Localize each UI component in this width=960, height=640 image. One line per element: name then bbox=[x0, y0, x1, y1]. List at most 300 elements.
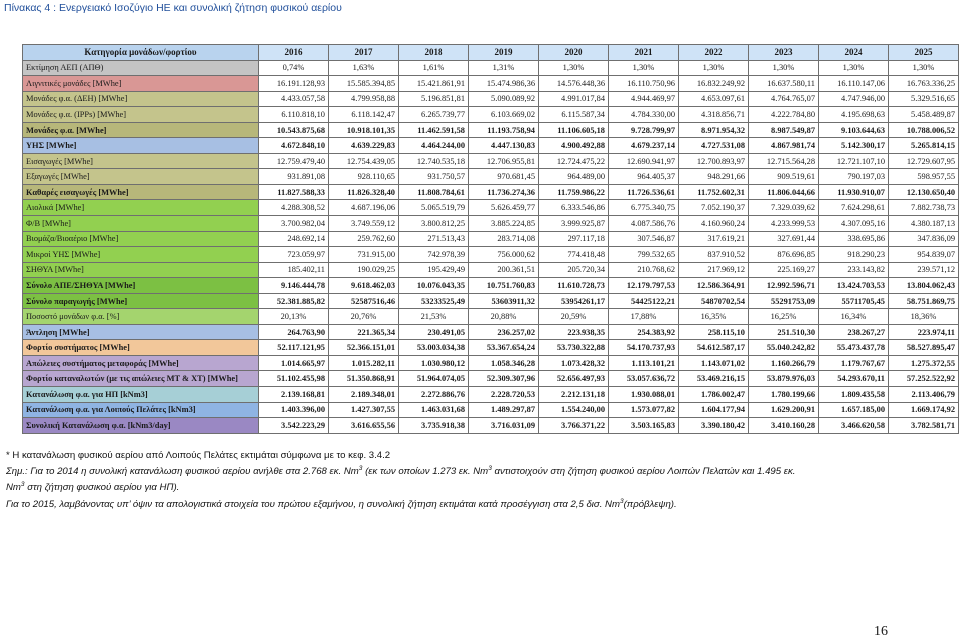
table-cell: 1.113.101,21 bbox=[609, 355, 679, 371]
table-cell: 1,63% bbox=[329, 60, 399, 76]
table-cell: 251.510,30 bbox=[749, 324, 819, 340]
table-cell: 3.800.812,25 bbox=[399, 216, 469, 232]
table-cell: 12.724.475,22 bbox=[539, 153, 609, 169]
row-label: Κατανάλωση φ.α. για ΗΠ [kNm3] bbox=[23, 387, 259, 403]
table-cell: 9.103.644,63 bbox=[819, 122, 889, 138]
table-cell: 1.809.435,58 bbox=[819, 387, 889, 403]
table-cell: 12.715.564,28 bbox=[749, 153, 819, 169]
table-cell: 1.160.266,79 bbox=[749, 355, 819, 371]
table-cell: 964.405,37 bbox=[609, 169, 679, 185]
table-cell: 221.365,34 bbox=[329, 324, 399, 340]
table-cell: 51.964.074,05 bbox=[399, 371, 469, 387]
header-year: 2025 bbox=[889, 45, 959, 61]
table-cell: 4.380.187,13 bbox=[889, 216, 959, 232]
table-cell: 4.307.095,16 bbox=[819, 216, 889, 232]
table-row bbox=[23, 355, 959, 371]
table-cell: 1.930.088,01 bbox=[609, 387, 679, 403]
table-cell: 230.491,05 bbox=[399, 324, 469, 340]
table-cell: 1.463.031,68 bbox=[399, 402, 469, 418]
table-cell: 16,35% bbox=[679, 309, 749, 325]
table-cell: 258.115,10 bbox=[679, 324, 749, 340]
row-label: Ποσοστό μονάδων φ.α. [%] bbox=[23, 309, 259, 325]
row-label: Λιγνιτικές μονάδες [MWhe] bbox=[23, 76, 259, 92]
table-cell: 16,25% bbox=[749, 309, 819, 325]
table-body bbox=[23, 60, 959, 433]
note-text: (εκ των οποίων 1.273 εκ. Nm bbox=[362, 466, 489, 478]
table-cell: 239.571,12 bbox=[889, 262, 959, 278]
table-cell: 223.938,35 bbox=[539, 324, 609, 340]
table-cell: 3.410.160,28 bbox=[749, 418, 819, 434]
table-cell: 11.610.728,73 bbox=[539, 278, 609, 294]
table-cell: 4.991.017,84 bbox=[539, 91, 609, 107]
row-label: Εκτίμηση ΑΕΠ (ΑΠΘ) bbox=[23, 60, 259, 76]
table-cell: 3.999.925,87 bbox=[539, 216, 609, 232]
table-cell: 205.720,34 bbox=[539, 262, 609, 278]
table-cell: 1.657.185,00 bbox=[819, 402, 889, 418]
table-cell: 790.197,03 bbox=[819, 169, 889, 185]
table-cell: 12.179.797,53 bbox=[609, 278, 679, 294]
table-cell: 731.915,00 bbox=[329, 247, 399, 263]
table-row bbox=[23, 262, 959, 278]
energy-balance-table bbox=[22, 44, 959, 434]
table-cell: 12.992.596,71 bbox=[749, 278, 819, 294]
table-cell: 598.957,55 bbox=[889, 169, 959, 185]
table-row bbox=[23, 169, 959, 185]
table-cell: 5.142.300,17 bbox=[819, 138, 889, 154]
row-label: Εισαγωγές [MWhe] bbox=[23, 153, 259, 169]
row-label: Καθαρές εισαγωγές [MWhe] bbox=[23, 184, 259, 200]
table-cell: 52.309.307,96 bbox=[469, 371, 539, 387]
table-cell: 4.087.586,76 bbox=[609, 216, 679, 232]
table-cell: 4.784.330,00 bbox=[609, 107, 679, 123]
header-year: 2024 bbox=[819, 45, 889, 61]
table-cell: 3.503.165,83 bbox=[609, 418, 679, 434]
row-label: Φορτίο καταναλωτών (με τις απώλειες ΜΤ & ΧΤ) [MWhe] bbox=[23, 371, 259, 387]
table-row bbox=[23, 247, 959, 263]
table-cell: 52.117.121,95 bbox=[259, 340, 329, 356]
table-row bbox=[23, 91, 959, 107]
table-cell: 185.402,11 bbox=[259, 262, 329, 278]
table-cell: 0,74% bbox=[259, 60, 329, 76]
table-cell: 248.692,14 bbox=[259, 231, 329, 247]
table-cell: 1.403.396,00 bbox=[259, 402, 329, 418]
table-cell: 55.473.437,78 bbox=[819, 340, 889, 356]
table-cell: 254.383,92 bbox=[609, 324, 679, 340]
table-cell: 53.469.216,15 bbox=[679, 371, 749, 387]
table-cell: 233.143,82 bbox=[819, 262, 889, 278]
table-cell: 3.542.223,29 bbox=[259, 418, 329, 434]
table-cell: 3.716.031,09 bbox=[469, 418, 539, 434]
table-cell: 55.040.242,82 bbox=[749, 340, 819, 356]
table-cell: 17,88% bbox=[609, 309, 679, 325]
table-header-row bbox=[23, 45, 959, 61]
table-cell: 7.052.190,37 bbox=[679, 200, 749, 216]
table-cell: 16.637.580,11 bbox=[749, 76, 819, 92]
table-cell: 2.189.348,01 bbox=[329, 387, 399, 403]
table-cell: 12.586.364,91 bbox=[679, 278, 749, 294]
table-cell: 954.839,07 bbox=[889, 247, 959, 263]
superscript: 3 bbox=[20, 481, 25, 489]
table-cell: 909.519,61 bbox=[749, 169, 819, 185]
table-cell: 4.799.958,88 bbox=[329, 91, 399, 107]
table-cell: 918.290,23 bbox=[819, 247, 889, 263]
table-cell: 338.695,86 bbox=[819, 231, 889, 247]
table-cell: 4.867.981,74 bbox=[749, 138, 819, 154]
header-year: 2016 bbox=[259, 45, 329, 61]
table-cell: 347.836,09 bbox=[889, 231, 959, 247]
table-row bbox=[23, 309, 959, 325]
table-cell: 2.139.168,81 bbox=[259, 387, 329, 403]
table-cell: 1.554.240,00 bbox=[539, 402, 609, 418]
table-caption: Πίνακας 4 : Ενεργειακό Ισοζύγιο ΗΕ και συνολική ζήτηση φυσικού αερίου bbox=[4, 2, 342, 14]
table-cell: 4.160.960,24 bbox=[679, 216, 749, 232]
table-cell: 53.057.636,72 bbox=[609, 371, 679, 387]
table-cell: 9.618.462,03 bbox=[329, 278, 399, 294]
table-cell: 7.624.298,61 bbox=[819, 200, 889, 216]
table-cell: 5.626.459,77 bbox=[469, 200, 539, 216]
table-cell: 11.808.784,61 bbox=[399, 184, 469, 200]
table-cell: 11.826.328,40 bbox=[329, 184, 399, 200]
table-cell: 6.775.340,75 bbox=[609, 200, 679, 216]
table-cell: 11.752.602,31 bbox=[679, 184, 749, 200]
table-cell: 1.058.346,28 bbox=[469, 355, 539, 371]
table-cell: 931.891,08 bbox=[259, 169, 329, 185]
table-cell: 3.749.559,12 bbox=[329, 216, 399, 232]
table-cell: 53603911,32 bbox=[469, 293, 539, 309]
row-label: Άντληση [MWhe] bbox=[23, 324, 259, 340]
table-cell: 11.806.044,66 bbox=[749, 184, 819, 200]
table-cell: 3.700.982,04 bbox=[259, 216, 329, 232]
table-cell: 225.169,27 bbox=[749, 262, 819, 278]
table-cell: 57.252.522,92 bbox=[889, 371, 959, 387]
table-cell: 13.424.703,53 bbox=[819, 278, 889, 294]
table-cell: 5.090.089,92 bbox=[469, 91, 539, 107]
table-cell: 1.573.077,82 bbox=[609, 402, 679, 418]
header-year: 2017 bbox=[329, 45, 399, 61]
table-cell: 20,59% bbox=[539, 309, 609, 325]
row-label: Μονάδες φ.α. [MWhe] bbox=[23, 122, 259, 138]
superscript: 3 bbox=[358, 465, 363, 473]
table-cell: 6.118.142,47 bbox=[329, 107, 399, 123]
table-cell: 12.729.607,95 bbox=[889, 153, 959, 169]
table-cell: 53.879.976,03 bbox=[749, 371, 819, 387]
table-row bbox=[23, 153, 959, 169]
table-cell: 11.736.274,36 bbox=[469, 184, 539, 200]
table-cell: 1.780.199,66 bbox=[749, 387, 819, 403]
table-cell: 236.257,02 bbox=[469, 324, 539, 340]
table-cell: 4.900.492,88 bbox=[539, 138, 609, 154]
table-row bbox=[23, 200, 959, 216]
table-cell: 5.458.489,87 bbox=[889, 107, 959, 123]
table-cell: 3.466.620,58 bbox=[819, 418, 889, 434]
table-row bbox=[23, 293, 959, 309]
note-text: αντιστοιχούν στη ζήτηση φυσικού αερίου Λοιπών Πελατών και 1.495 εκ. bbox=[491, 466, 796, 478]
note-line-2 bbox=[6, 462, 956, 478]
table-cell: 10.751.760,83 bbox=[469, 278, 539, 294]
table-cell: 1.179.767,67 bbox=[819, 355, 889, 371]
table-cell: 1.629.200,91 bbox=[749, 402, 819, 418]
table-cell: 10.918.101,35 bbox=[329, 122, 399, 138]
table-cell: 52.656.497,93 bbox=[539, 371, 609, 387]
table-cell: 3.782.581,71 bbox=[889, 418, 959, 434]
header-year: 2020 bbox=[539, 45, 609, 61]
table-cell: 1,30% bbox=[539, 60, 609, 76]
table-cell: 4.672.848,10 bbox=[259, 138, 329, 154]
row-label: Σύνολο ΑΠΕ/ΣΗΘΥΑ [MWhe] bbox=[23, 278, 259, 294]
table-cell: 1,30% bbox=[749, 60, 819, 76]
note-text: Σημ.: Για το 2014 η συνολική κατανάλωση φυσικού αερίου ανήλθε στα 2.768 εκ. Nm bbox=[6, 466, 359, 478]
table-cell: 12.130.650,40 bbox=[889, 184, 959, 200]
note-line-4 bbox=[6, 495, 956, 511]
row-label: Μικροί ΥΗΣ [MWhe] bbox=[23, 247, 259, 263]
row-label: Εξαγωγές [MWhe] bbox=[23, 169, 259, 185]
table-cell: 774.418,48 bbox=[539, 247, 609, 263]
table-cell: 6.110.818,10 bbox=[259, 107, 329, 123]
table-cell: 12.706.955,81 bbox=[469, 153, 539, 169]
table-cell: 1.143.071,02 bbox=[679, 355, 749, 371]
table-row bbox=[23, 231, 959, 247]
table-cell: 2.272.886,76 bbox=[399, 387, 469, 403]
table-row bbox=[23, 107, 959, 123]
table-cell: 7.329.039,62 bbox=[749, 200, 819, 216]
table-cell: 3.390.180,42 bbox=[679, 418, 749, 434]
row-label: Σύνολο παραγωγής [MWhe] bbox=[23, 293, 259, 309]
table-cell: 1.015.282,11 bbox=[329, 355, 399, 371]
table-cell: 223.974,11 bbox=[889, 324, 959, 340]
table-cell: 6.333.546,86 bbox=[539, 200, 609, 216]
table-cell: 4.727.531,08 bbox=[679, 138, 749, 154]
table-cell: 210.768,62 bbox=[609, 262, 679, 278]
table-cell: 52.366.151,01 bbox=[329, 340, 399, 356]
table-cell: 4.679.237,14 bbox=[609, 138, 679, 154]
table-cell: 5.196.851,81 bbox=[399, 91, 469, 107]
table-cell: 55291753,09 bbox=[749, 293, 819, 309]
table-row bbox=[23, 324, 959, 340]
header-year: 2018 bbox=[399, 45, 469, 61]
table-cell: 2.212.131,18 bbox=[539, 387, 609, 403]
note-line-3 bbox=[6, 478, 956, 494]
row-label: Φ/Β [MWhe] bbox=[23, 216, 259, 232]
table-cell: 54425122,21 bbox=[609, 293, 679, 309]
table-cell: 1,30% bbox=[889, 60, 959, 76]
header-category: Κατηγορία μονάδων/φορτίου bbox=[23, 45, 259, 61]
table-cell: 1.073.428,32 bbox=[539, 355, 609, 371]
superscript: 3 bbox=[488, 465, 492, 473]
note-text: Nm bbox=[6, 482, 21, 494]
table-cell: 13.804.062,43 bbox=[889, 278, 959, 294]
table-cell: 7.882.738,73 bbox=[889, 200, 959, 216]
table-cell: 2.228.720,53 bbox=[469, 387, 539, 403]
table-cell: 723.059,97 bbox=[259, 247, 329, 263]
row-label: Συνολική Κατανάλωση φ.α. [kNm3/day] bbox=[23, 418, 259, 434]
table-cell: 5.265.814,15 bbox=[889, 138, 959, 154]
table-row bbox=[23, 418, 959, 434]
note-text: * Η κατανάλωση φυσικού αερίου από Λοιπούς Πελάτες εκτιμάται σύμφωνα με το κεφ. 3.4.2 bbox=[6, 450, 391, 461]
table-cell: 6.103.669,02 bbox=[469, 107, 539, 123]
table-cell: 16.763.336,25 bbox=[889, 76, 959, 92]
table-cell: 53.730.322,88 bbox=[539, 340, 609, 356]
table-cell: 54870702,54 bbox=[679, 293, 749, 309]
table-row bbox=[23, 402, 959, 418]
table-cell: 52.381.885,82 bbox=[259, 293, 329, 309]
table-cell: 11.193.758,94 bbox=[469, 122, 539, 138]
table-cell: 264.763,90 bbox=[259, 324, 329, 340]
row-label: ΣΗΘΥΑ [MWhe] bbox=[23, 262, 259, 278]
table-cell: 12.700.893,97 bbox=[679, 153, 749, 169]
table-cell: 4.687.196,06 bbox=[329, 200, 399, 216]
table-cell: 6.115.587,34 bbox=[539, 107, 609, 123]
table-cell: 756.000,62 bbox=[469, 247, 539, 263]
table-row bbox=[23, 138, 959, 154]
table-cell: 58.751.869,75 bbox=[889, 293, 959, 309]
table-cell: 10.788.006,52 bbox=[889, 122, 959, 138]
table-cell: 1.014.665,97 bbox=[259, 355, 329, 371]
table-cell: 5.329.516,65 bbox=[889, 91, 959, 107]
table-cell: 4.944.469,97 bbox=[609, 91, 679, 107]
table-cell: 20,13% bbox=[259, 309, 329, 325]
table-cell: 12.759.479,40 bbox=[259, 153, 329, 169]
table-cell: 1.669.174,92 bbox=[889, 402, 959, 418]
table-cell: 1.275.372,55 bbox=[889, 355, 959, 371]
table-row bbox=[23, 387, 959, 403]
table-cell: 15.585.394,85 bbox=[329, 76, 399, 92]
table-cell: 52587516,46 bbox=[329, 293, 399, 309]
table-cell: 20,88% bbox=[469, 309, 539, 325]
table-cell: 51.350.868,91 bbox=[329, 371, 399, 387]
table-cell: 9.146.444,78 bbox=[259, 278, 329, 294]
header-year: 2022 bbox=[679, 45, 749, 61]
table-cell: 4.318.856,71 bbox=[679, 107, 749, 123]
table-cell: 8.971.954,32 bbox=[679, 122, 749, 138]
table-cell: 14.576.448,36 bbox=[539, 76, 609, 92]
table-cell: 1.604.177,94 bbox=[679, 402, 749, 418]
page-number: 16 bbox=[874, 624, 888, 639]
table-cell: 931.750,57 bbox=[399, 169, 469, 185]
table-cell: 53954261,17 bbox=[539, 293, 609, 309]
table-cell: 271.513,43 bbox=[399, 231, 469, 247]
table-cell: 16.191.128,93 bbox=[259, 76, 329, 92]
table-cell: 18,36% bbox=[889, 309, 959, 325]
note-text: (πρόβλεψη). bbox=[623, 498, 677, 510]
table-cell: 4.222.784,80 bbox=[749, 107, 819, 123]
table-cell: 15.474.986,36 bbox=[469, 76, 539, 92]
table-cell: 259.762,60 bbox=[329, 231, 399, 247]
table-cell: 12.740.535,18 bbox=[399, 153, 469, 169]
table-cell: 3.735.918,38 bbox=[399, 418, 469, 434]
table-row bbox=[23, 216, 959, 232]
superscript: 3 bbox=[619, 497, 624, 505]
row-label: Απώλειες συστήματος μεταφοράς [MWhe] bbox=[23, 355, 259, 371]
table-cell: 11.930.910,07 bbox=[819, 184, 889, 200]
table-cell: 54.612.587,17 bbox=[679, 340, 749, 356]
row-label: Φορτίο συστήματος [MWhe] bbox=[23, 340, 259, 356]
table-row bbox=[23, 122, 959, 138]
table-cell: 10.076.043,35 bbox=[399, 278, 469, 294]
table-cell: 742.978,39 bbox=[399, 247, 469, 263]
table-cell: 1,61% bbox=[399, 60, 469, 76]
table-cell: 53.367.654,24 bbox=[469, 340, 539, 356]
table-cell: 6.265.739,77 bbox=[399, 107, 469, 123]
table-cell: 12.754.439,05 bbox=[329, 153, 399, 169]
table-cell: 1,30% bbox=[679, 60, 749, 76]
table-cell: 1,31% bbox=[469, 60, 539, 76]
table-cell: 54.293.670,11 bbox=[819, 371, 889, 387]
table-cell: 11.759.986,22 bbox=[539, 184, 609, 200]
table-cell: 4.464.244,00 bbox=[399, 138, 469, 154]
table-cell: 1,30% bbox=[609, 60, 679, 76]
table-row bbox=[23, 278, 959, 294]
table-cell: 307.546,87 bbox=[609, 231, 679, 247]
table-cell: 317.619,21 bbox=[679, 231, 749, 247]
table-cell: 12.721.107,10 bbox=[819, 153, 889, 169]
table-cell: 53233525,49 bbox=[399, 293, 469, 309]
table-cell: 11.462.591,58 bbox=[399, 122, 469, 138]
row-label: Αιολικά [MWhe] bbox=[23, 200, 259, 216]
table-cell: 55711705,45 bbox=[819, 293, 889, 309]
table-cell: 4.447.130,83 bbox=[469, 138, 539, 154]
table-cell: 10.543.875,68 bbox=[259, 122, 329, 138]
table-cell: 283.714,08 bbox=[469, 231, 539, 247]
table-cell: 4.639.229,83 bbox=[329, 138, 399, 154]
table-cell: 4.233.999,53 bbox=[749, 216, 819, 232]
table-cell: 1.489.297,87 bbox=[469, 402, 539, 418]
table-cell: 799.532,65 bbox=[609, 247, 679, 263]
header-year: 2019 bbox=[469, 45, 539, 61]
table-cell: 837.910,52 bbox=[679, 247, 749, 263]
table-cell: 190.029,25 bbox=[329, 262, 399, 278]
table-cell: 5.065.519,79 bbox=[399, 200, 469, 216]
table-row bbox=[23, 184, 959, 200]
header-year: 2021 bbox=[609, 45, 679, 61]
table-cell: 16,34% bbox=[819, 309, 889, 325]
row-label: Βιομάζα/Βιοαέριο [MWhe] bbox=[23, 231, 259, 247]
table-cell: 9.728.799,97 bbox=[609, 122, 679, 138]
table-cell: 4.653.097,61 bbox=[679, 91, 749, 107]
table-cell: 11.106.605,18 bbox=[539, 122, 609, 138]
table-cell: 11.827.588,33 bbox=[259, 184, 329, 200]
table-cell: 8.987.549,87 bbox=[749, 122, 819, 138]
table-cell: 11.726.536,61 bbox=[609, 184, 679, 200]
table-cell: 1,30% bbox=[819, 60, 889, 76]
table-cell: 2.113.406,79 bbox=[889, 387, 959, 403]
row-label: Κατανάλωση φ.α. για Λοιπούς Πελάτες [kNm3] bbox=[23, 402, 259, 418]
table-cell: 964.489,00 bbox=[539, 169, 609, 185]
table-cell: 58.527.895,47 bbox=[889, 340, 959, 356]
table-row bbox=[23, 60, 959, 76]
table-cell: 3.766.371,22 bbox=[539, 418, 609, 434]
header-year: 2023 bbox=[749, 45, 819, 61]
table-cell: 217.969,12 bbox=[679, 262, 749, 278]
table-cell: 4.764.765,07 bbox=[749, 91, 819, 107]
table-cell: 54.170.737,93 bbox=[609, 340, 679, 356]
table-cell: 1.427.307,55 bbox=[329, 402, 399, 418]
note-text: στη ζήτηση φυσικού αερίου για ΗΠ). bbox=[24, 482, 180, 494]
table-cell: 20,76% bbox=[329, 309, 399, 325]
table-cell: 928.110,65 bbox=[329, 169, 399, 185]
table-cell: 4.195.698,63 bbox=[819, 107, 889, 123]
table-cell: 238.267,27 bbox=[819, 324, 889, 340]
table-row bbox=[23, 371, 959, 387]
table-cell: 948.291,66 bbox=[679, 169, 749, 185]
table-cell: 297.117,18 bbox=[539, 231, 609, 247]
table-cell: 200.361,51 bbox=[469, 262, 539, 278]
table-cell: 51.102.455,98 bbox=[259, 371, 329, 387]
table-cell: 4.288.308,52 bbox=[259, 200, 329, 216]
table-cell: 1.030.980,12 bbox=[399, 355, 469, 371]
table-cell: 12.690.941,97 bbox=[609, 153, 679, 169]
table-cell: 16.110.750,96 bbox=[609, 76, 679, 92]
table-cell: 3.616.655,56 bbox=[329, 418, 399, 434]
